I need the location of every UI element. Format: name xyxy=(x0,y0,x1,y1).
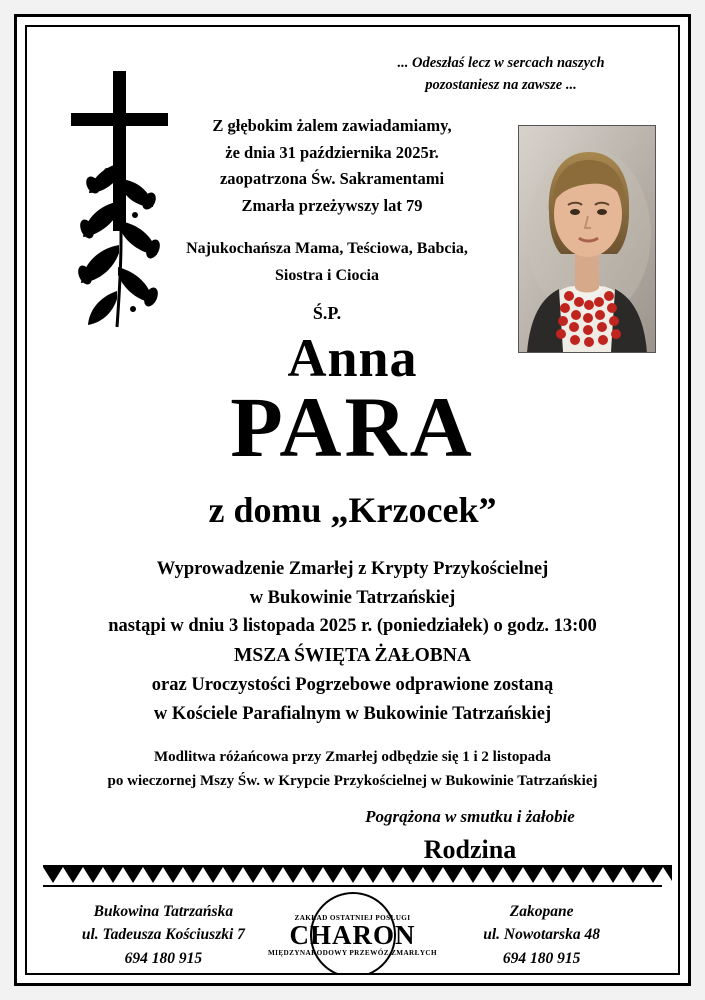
details-line-1: Wyprowadzenie Zmarłej z Krypty Przykościelnej xyxy=(156,559,549,579)
grieving-text: Pogrążona w smutku i żałobie xyxy=(365,807,575,826)
footer xyxy=(43,893,662,975)
footer-branch-left xyxy=(63,900,264,970)
footer-branch-right xyxy=(441,900,642,970)
logo-company-name: CHARON xyxy=(289,919,416,950)
company-logo xyxy=(264,914,441,957)
deceased-first-name: Anna xyxy=(287,328,418,388)
branch-right-city: Zakopane xyxy=(509,903,574,921)
details-mass-title: MSZA ŚWIĘTA ŻAŁOBNA xyxy=(234,645,471,667)
announcement-line-1: Z głębokim żalem zawiadamiamy, xyxy=(212,116,452,135)
details-line-3: nastąpi w dniu 3 listopada 2025 r. (poniedziałek) o godz. 13:00 xyxy=(108,616,597,637)
epitaph xyxy=(346,53,656,97)
logo-tagline-bottom: MIĘDZYNARODOWY PRZEWÓZ ZMARŁYCH xyxy=(267,948,438,957)
announcement-line-2: że dnia 31 października 2025r. xyxy=(225,142,439,162)
honorific-label: Ś.P. xyxy=(312,303,342,323)
rosary-note xyxy=(57,745,648,793)
family-roles xyxy=(137,235,517,289)
portrait-photo xyxy=(518,125,656,353)
rosary-line-2: po wieczornej Mszy Św. w Krypcie Przykościelnej w Bukowinie Tatrzańskiej xyxy=(107,773,598,789)
roles-line-2: Siostra i Ciocia xyxy=(275,267,379,285)
zigzag-divider xyxy=(43,865,672,885)
deceased-last-name: PARA xyxy=(230,379,475,475)
footer-divider xyxy=(43,885,662,887)
branch-right-street: ul. Nowotarska 48 xyxy=(483,926,600,944)
announcement-text xyxy=(147,113,517,220)
rosary-line-1: Modlitwa różańcowa przy Zmarłej odbędzie się 1 i 2 listopada xyxy=(153,749,552,765)
roles-line-1: Najukochańsza Mama, Teściowa, Babcia, xyxy=(186,240,468,257)
branch-left-street: ul. Tadeusza Kościuszki 7 xyxy=(81,926,245,944)
epitaph-line-2: pozostaniesz na zawsze ... xyxy=(425,76,577,93)
inner-border xyxy=(25,25,680,975)
branch-left-city: Bukowina Tatrzańska xyxy=(93,903,234,921)
logo-tagline-top: ZAKŁAD OSTATNIEJ POSŁUGI xyxy=(294,913,411,922)
epitaph-line-1: ... Odeszłaś lecz w sercach naszych xyxy=(397,55,605,71)
branch-right-phone: 694 180 915 xyxy=(502,949,581,967)
details-line-2: w Bukowinie Tatrzańskiej xyxy=(249,587,456,608)
announcement-line-4: Zmarła przeżywszy lat 79 xyxy=(241,196,423,216)
announcement-line-3: zaopatrzona Św. Sakramentami xyxy=(219,169,445,189)
funeral-details xyxy=(57,555,648,729)
family-signature xyxy=(320,807,620,865)
portrait-image xyxy=(519,126,655,352)
details-line-6: w Kościele Parafialnym w Bukowinie Tatrzańskiej xyxy=(153,703,552,724)
outer-border xyxy=(14,14,691,986)
branch-left-phone: 694 180 915 xyxy=(124,949,203,967)
family-word: Rodzina xyxy=(423,835,517,864)
deceased-maiden-name: z domu „Krzocek” xyxy=(208,490,497,530)
details-line-5: oraz Uroczystości Pogrzebowe odprawione zostaną xyxy=(151,675,554,696)
